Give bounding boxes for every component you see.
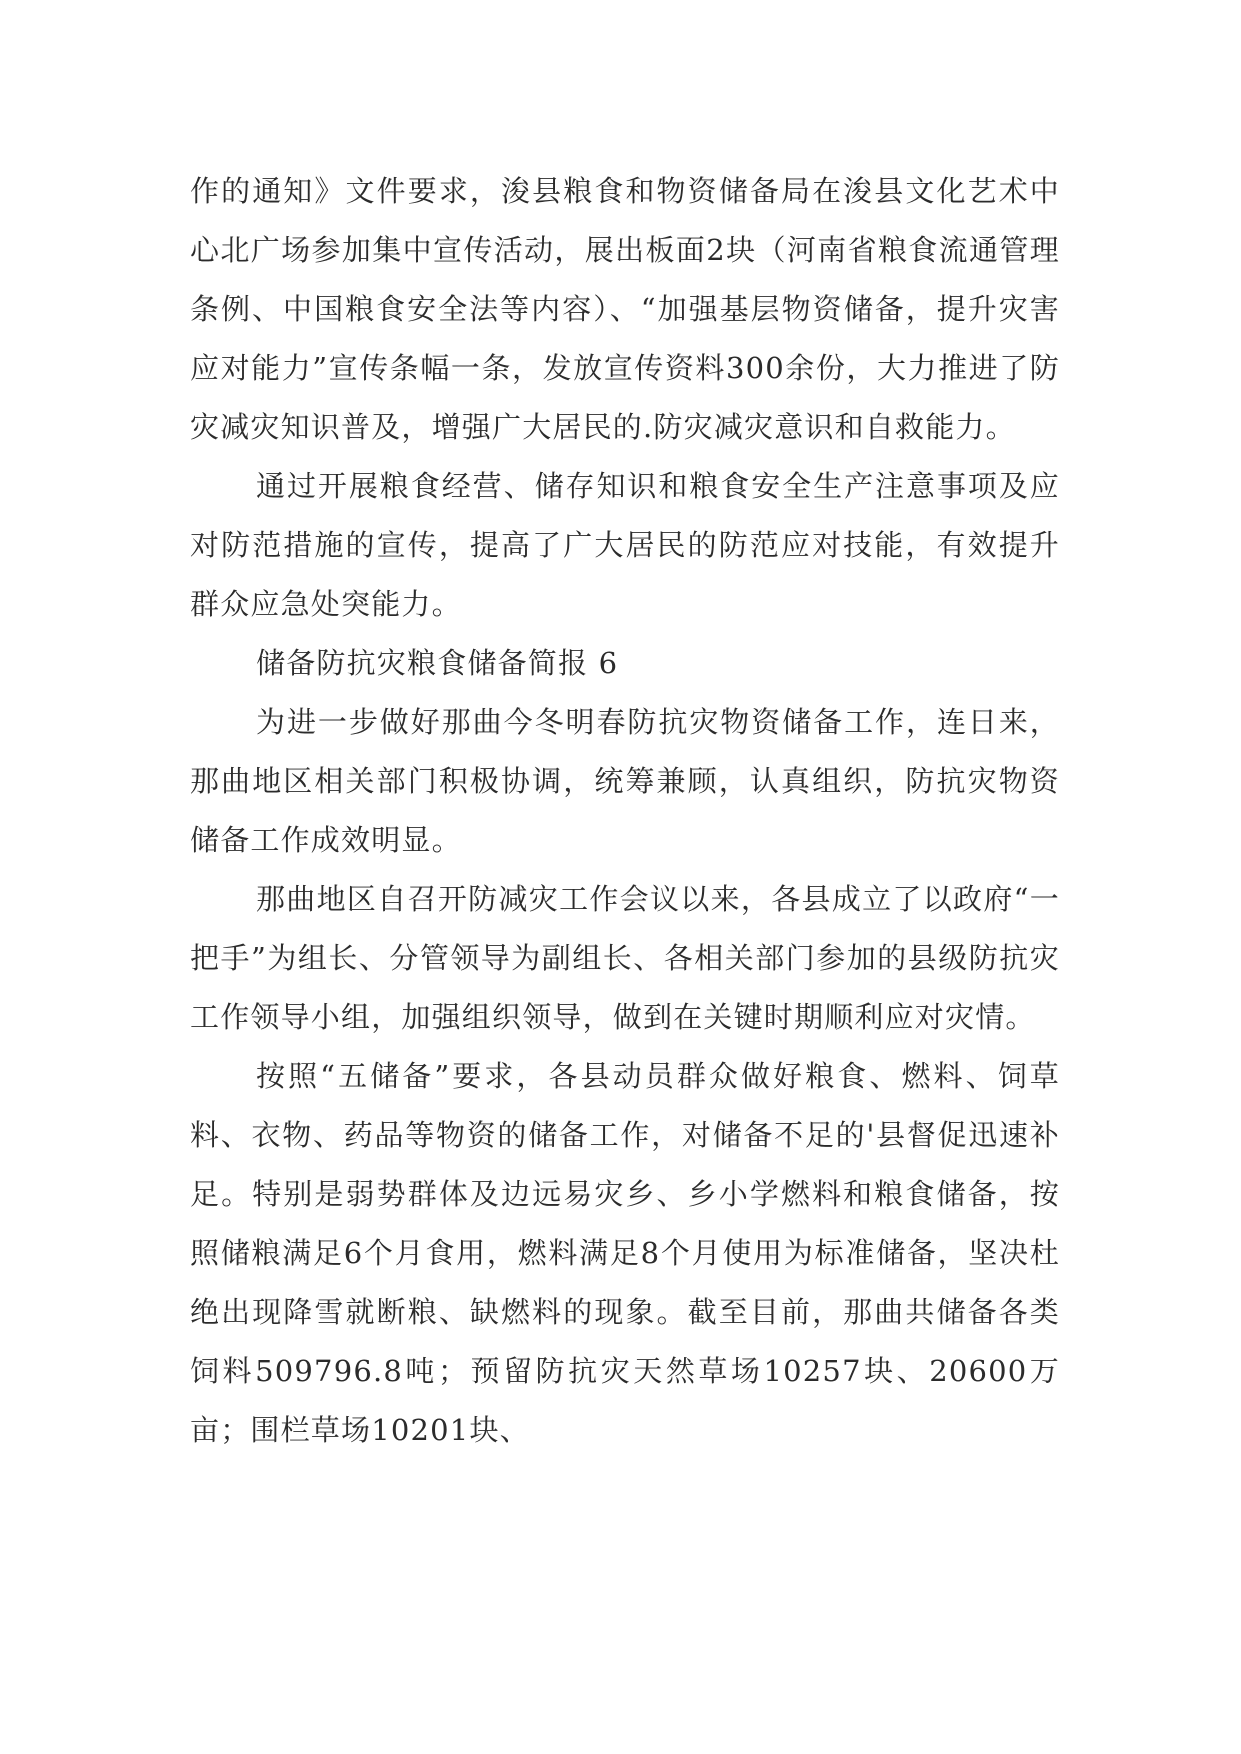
section-heading: 储备防抗灾粮食储备简报 6: [256, 646, 619, 680]
document-body: [190, 162, 1060, 1460]
paragraph-propaganda-effect: 通过开展粮食经营、储存知识和粮食安全生产注意事项及应对防范措施的宣传，提高了广大居民的防范应对技能，有效提升群众应急处突能力。: [190, 469, 1060, 621]
paragraph-leadership-group: 那曲地区自召开防减灾工作会议以来，各县成立了以政府“一把手”为组长、分管领导为副组长、各相关部门参加的县级防抗灾工作领导小组，加强组织领导，做到在关键时期顺利应对灾情。: [190, 882, 1060, 1034]
paragraph-nagqu-intro: 为进一步做好那曲今冬明春防抗灾物资储备工作，连日来，那曲地区相关部门积极协调，统筹兼顾，认真组织，防抗灾物资储备工作成效明显。: [190, 705, 1060, 857]
paragraph-five-reserves: 按照“五储备”要求，各县动员群众做好粮食、燃料、饲草料、衣物、药品等物资的储备工作，对储备不足的'县督促迅速补足。特别是弱势群体及边远易灾乡、乡小学燃料和粮食储备，按照储粮满足6个月食用，燃料满足8个月使用为标准储备，坚决杜绝出现降雪就断粮、缺燃料的现象。截至目前，那曲共储备各类饲料509796.8吨；预留防抗灾天然草场10257块、20600万亩；围栏草场10201块、: [190, 1059, 1060, 1447]
paragraph-continuation: 作的通知》文件要求，浚县粮食和物资储备局在浚县文化艺术中心北广场参加集中宣传活动，展出板面2块（河南省粮食流通管理条例、中国粮食安全法等内容）、“加强基层物资储备，提升灾害应对能力”宣传条幅一条，发放宣传资料300余份，大力推进了防灾减灾知识普及，增强广大居民的.防灾减灾意识和自救能力。: [190, 174, 1060, 444]
